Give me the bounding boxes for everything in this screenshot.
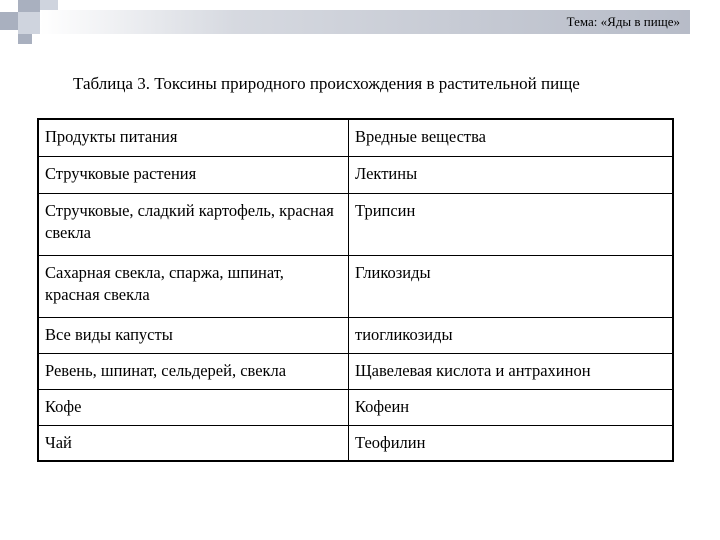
cell-product: Сахарная свекла, спаржа, шпинат, красная свекла	[38, 255, 349, 317]
corner-decoration-square	[18, 34, 32, 44]
table-row	[38, 193, 673, 255]
column-header-substances: Вредные вещества	[349, 119, 674, 156]
column-header-products: Продукты питания	[38, 119, 349, 156]
corner-decoration-square	[40, 0, 58, 10]
cell-substance: Кофеин	[349, 389, 674, 425]
table-row	[38, 389, 673, 425]
table-header-row	[38, 119, 673, 156]
cell-product: Стручковые, сладкий картофель, красная свекла	[38, 193, 349, 255]
corner-decoration-square	[18, 0, 40, 12]
cell-product: Кофе	[38, 389, 349, 425]
cell-product: Стручковые растения	[38, 156, 349, 193]
cell-substance: Трипсин	[349, 193, 674, 255]
corner-decoration-square	[0, 12, 18, 30]
toxins-table	[37, 118, 674, 462]
cell-product: Все виды капусты	[38, 317, 349, 353]
cell-product: Ревень, шпинат, сельдерей, свекла	[38, 353, 349, 389]
cell-substance: Теофилин	[349, 425, 674, 461]
cell-substance: Лектины	[349, 156, 674, 193]
cell-substance: Гликозиды	[349, 255, 674, 317]
table-caption: Таблица 3. Токсины природного происхождения в растительной пище	[73, 74, 580, 93]
table-row	[38, 317, 673, 353]
corner-decoration-square	[18, 12, 40, 34]
cell-product: Чай	[38, 425, 349, 461]
cell-substance: Щавелевая кислота и антрахинон	[349, 353, 674, 389]
table-row	[38, 156, 673, 193]
table-row	[38, 425, 673, 461]
table-row	[38, 255, 673, 317]
table-row	[38, 353, 673, 389]
cell-substance: тиогликозиды	[349, 317, 674, 353]
slide-topic: Тема: «Яды в пище»	[566, 14, 680, 29]
